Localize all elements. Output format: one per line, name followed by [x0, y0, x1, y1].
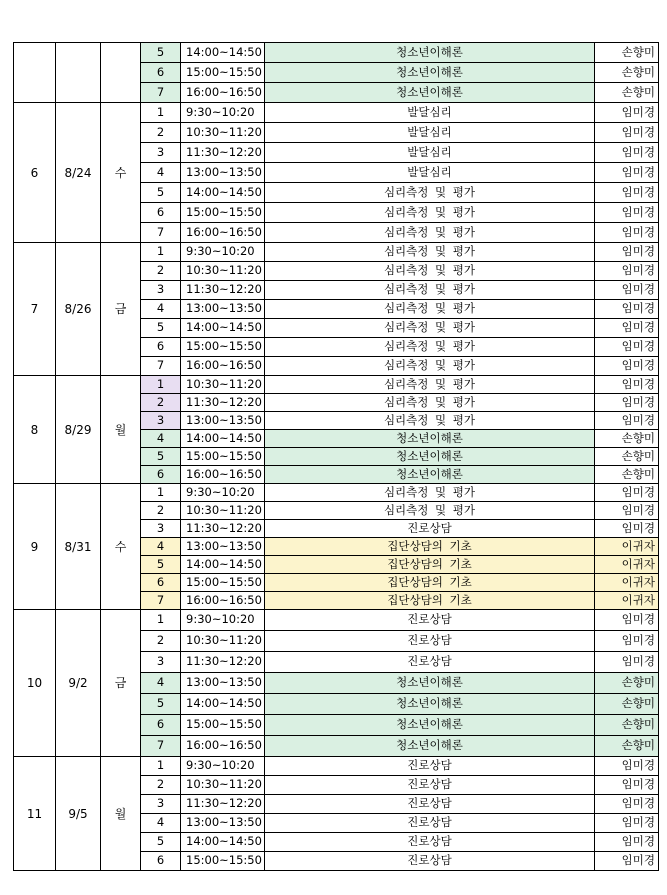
session-subject: 심리측정 및 평가: [265, 357, 595, 376]
session-time: 14:00~14:50: [181, 694, 265, 715]
session-time: 11:30~12:20: [181, 281, 265, 300]
session-time: 13:00~13:50: [181, 673, 265, 694]
session-time: 16:00~16:50: [181, 592, 265, 610]
period-number: 6: [141, 63, 181, 83]
session-instructor: 임미경: [595, 852, 659, 871]
session-time: 9:30~10:20: [181, 243, 265, 262]
period-number: 7: [141, 223, 181, 243]
period-number: 6: [141, 574, 181, 592]
session-instructor: 임미경: [595, 281, 659, 300]
session-time: 9:30~10:20: [181, 757, 265, 776]
period-number: 3: [141, 281, 181, 300]
day-weekday: 월: [101, 757, 141, 871]
period-number: 5: [141, 694, 181, 715]
session-subject: 진로상담: [265, 520, 595, 538]
period-number: 3: [141, 143, 181, 163]
period-number: 7: [141, 357, 181, 376]
period-number: 7: [141, 592, 181, 610]
period-number: 3: [141, 520, 181, 538]
session-time: 10:30~11:20: [181, 376, 265, 394]
session-instructor: 임미경: [595, 376, 659, 394]
session-instructor: 임미경: [595, 203, 659, 223]
session-instructor: 이귀자: [595, 556, 659, 574]
session-time: 14:00~14:50: [181, 430, 265, 448]
session-instructor: 손향미: [595, 694, 659, 715]
period-number: 5: [141, 448, 181, 466]
day-date: 8/29: [56, 376, 101, 484]
session-time: 15:00~15:50: [181, 448, 265, 466]
session-time: 10:30~11:20: [181, 262, 265, 281]
session-instructor: 임미경: [595, 814, 659, 833]
period-number: 6: [141, 203, 181, 223]
session-instructor: 임미경: [595, 123, 659, 143]
session-subject: 진로상담: [265, 795, 595, 814]
session-time: 16:00~16:50: [181, 736, 265, 757]
session-subject: 심리측정 및 평가: [265, 319, 595, 338]
session-instructor: 임미경: [595, 776, 659, 795]
session-time: 16:00~16:50: [181, 466, 265, 484]
session-subject: 심리측정 및 평가: [265, 203, 595, 223]
period-number: 5: [141, 43, 181, 63]
day-number: 9: [14, 484, 56, 610]
session-instructor: 이귀자: [595, 538, 659, 556]
session-subject: 진로상담: [265, 776, 595, 795]
period-number: 1: [141, 103, 181, 123]
session-time: 13:00~13:50: [181, 814, 265, 833]
session-subject: 심리측정 및 평가: [265, 300, 595, 319]
session-instructor: 임미경: [595, 103, 659, 123]
period-number: 4: [141, 814, 181, 833]
session-subject: 집단상담의 기초: [265, 556, 595, 574]
period-number: 2: [141, 776, 181, 795]
session-instructor: 임미경: [595, 795, 659, 814]
session-subject: 진로상담: [265, 833, 595, 852]
session-time: 15:00~15:50: [181, 715, 265, 736]
period-number: 6: [141, 715, 181, 736]
period-number: 7: [141, 736, 181, 757]
schedule-table: [13, 42, 659, 871]
period-number: 4: [141, 430, 181, 448]
session-subject: 청소년이해론: [265, 715, 595, 736]
session-instructor: 임미경: [595, 502, 659, 520]
session-row: [14, 103, 659, 123]
session-time: 9:30~10:20: [181, 103, 265, 123]
session-instructor: 임미경: [595, 143, 659, 163]
session-instructor: 임미경: [595, 394, 659, 412]
day-date: 9/5: [56, 757, 101, 871]
session-subject: 청소년이해론: [265, 430, 595, 448]
session-time: 14:00~14:50: [181, 183, 265, 203]
day-number: 10: [14, 610, 56, 757]
session-subject: 심리측정 및 평가: [265, 412, 595, 430]
session-instructor: 임미경: [595, 610, 659, 631]
session-instructor: 손향미: [595, 715, 659, 736]
session-subject: 진로상담: [265, 852, 595, 871]
period-number: 5: [141, 319, 181, 338]
day-number: 11: [14, 757, 56, 871]
session-row: [14, 43, 659, 63]
session-time: 14:00~14:50: [181, 833, 265, 852]
session-subject: 발달심리: [265, 123, 595, 143]
session-subject: 심리측정 및 평가: [265, 338, 595, 357]
session-time: 9:30~10:20: [181, 484, 265, 502]
day-number: [14, 43, 56, 103]
day-number: 6: [14, 103, 56, 243]
session-row: [14, 484, 659, 502]
day-weekday: 월: [101, 376, 141, 484]
period-number: 4: [141, 538, 181, 556]
period-number: 1: [141, 484, 181, 502]
session-instructor: 손향미: [595, 43, 659, 63]
day-weekday: 금: [101, 610, 141, 757]
session-instructor: 임미경: [595, 357, 659, 376]
session-time: 13:00~13:50: [181, 300, 265, 319]
day-date: 9/2: [56, 610, 101, 757]
period-number: 2: [141, 123, 181, 143]
session-subject: 심리측정 및 평가: [265, 502, 595, 520]
session-subject: 진로상담: [265, 814, 595, 833]
day-date: 8/26: [56, 243, 101, 376]
session-subject: 진로상담: [265, 652, 595, 673]
period-number: 1: [141, 610, 181, 631]
day-date: [56, 43, 101, 103]
session-instructor: 임미경: [595, 319, 659, 338]
period-number: 6: [141, 852, 181, 871]
session-time: 16:00~16:50: [181, 83, 265, 103]
day-weekday: 금: [101, 243, 141, 376]
session-instructor: 임미경: [595, 163, 659, 183]
session-time: 15:00~15:50: [181, 574, 265, 592]
session-instructor: 임미경: [595, 412, 659, 430]
session-subject: 집단상담의 기초: [265, 538, 595, 556]
period-number: 1: [141, 376, 181, 394]
period-number: 1: [141, 757, 181, 776]
day-weekday: 수: [101, 484, 141, 610]
session-subject: 청소년이해론: [265, 63, 595, 83]
session-time: 15:00~15:50: [181, 338, 265, 357]
day-number: 8: [14, 376, 56, 484]
session-time: 10:30~11:20: [181, 502, 265, 520]
session-instructor: 임미경: [595, 338, 659, 357]
period-number: 5: [141, 183, 181, 203]
session-time: 15:00~15:50: [181, 63, 265, 83]
period-number: 2: [141, 631, 181, 652]
session-subject: 청소년이해론: [265, 43, 595, 63]
session-instructor: 임미경: [595, 631, 659, 652]
session-subject: 청소년이해론: [265, 448, 595, 466]
period-number: 3: [141, 652, 181, 673]
session-subject: 심리측정 및 평가: [265, 376, 595, 394]
session-subject: 심리측정 및 평가: [265, 394, 595, 412]
session-subject: 집단상담의 기초: [265, 574, 595, 592]
session-subject: 청소년이해론: [265, 466, 595, 484]
session-instructor: 임미경: [595, 223, 659, 243]
period-number: 7: [141, 83, 181, 103]
day-date: 8/24: [56, 103, 101, 243]
session-time: 10:30~11:20: [181, 776, 265, 795]
session-instructor: 손향미: [595, 63, 659, 83]
period-number: 6: [141, 466, 181, 484]
session-time: 9:30~10:20: [181, 610, 265, 631]
session-subject: 청소년이해론: [265, 694, 595, 715]
period-number: 2: [141, 502, 181, 520]
session-subject: 심리측정 및 평가: [265, 484, 595, 502]
session-instructor: 이귀자: [595, 592, 659, 610]
session-subject: 심리측정 및 평가: [265, 223, 595, 243]
session-instructor: 임미경: [595, 243, 659, 262]
session-time: 14:00~14:50: [181, 556, 265, 574]
session-instructor: 손향미: [595, 466, 659, 484]
session-instructor: 손향미: [595, 430, 659, 448]
session-time: 10:30~11:20: [181, 123, 265, 143]
period-number: 4: [141, 163, 181, 183]
session-subject: 심리측정 및 평가: [265, 281, 595, 300]
period-number: 4: [141, 673, 181, 694]
session-subject: 진로상담: [265, 631, 595, 652]
session-instructor: 임미경: [595, 520, 659, 538]
session-instructor: 임미경: [595, 833, 659, 852]
session-instructor: 임미경: [595, 300, 659, 319]
session-instructor: 임미경: [595, 757, 659, 776]
day-number: 7: [14, 243, 56, 376]
period-number: 5: [141, 833, 181, 852]
session-instructor: 이귀자: [595, 574, 659, 592]
day-date: 8/31: [56, 484, 101, 610]
day-weekday: 수: [101, 103, 141, 243]
session-subject: 심리측정 및 평가: [265, 262, 595, 281]
session-time: 13:00~13:50: [181, 538, 265, 556]
session-subject: 청소년이해론: [265, 83, 595, 103]
session-subject: 발달심리: [265, 103, 595, 123]
session-time: 11:30~12:20: [181, 143, 265, 163]
session-instructor: 손향미: [595, 736, 659, 757]
session-subject: 심리측정 및 평가: [265, 243, 595, 262]
session-time: 11:30~12:20: [181, 795, 265, 814]
period-number: 6: [141, 338, 181, 357]
session-time: 11:30~12:20: [181, 394, 265, 412]
session-time: 15:00~15:50: [181, 203, 265, 223]
session-time: 14:00~14:50: [181, 319, 265, 338]
session-time: 13:00~13:50: [181, 163, 265, 183]
session-subject: 발달심리: [265, 163, 595, 183]
period-number: 2: [141, 394, 181, 412]
session-subject: 심리측정 및 평가: [265, 183, 595, 203]
session-instructor: 임미경: [595, 652, 659, 673]
session-instructor: 손향미: [595, 448, 659, 466]
period-number: 5: [141, 556, 181, 574]
session-time: 16:00~16:50: [181, 223, 265, 243]
session-row: [14, 610, 659, 631]
session-row: [14, 243, 659, 262]
period-number: 2: [141, 262, 181, 281]
session-subject: 청소년이해론: [265, 673, 595, 694]
period-number: 1: [141, 243, 181, 262]
session-time: 10:30~11:20: [181, 631, 265, 652]
session-time: 16:00~16:50: [181, 357, 265, 376]
session-subject: 집단상담의 기초: [265, 592, 595, 610]
schedule-body: [14, 43, 659, 871]
session-row: [14, 376, 659, 394]
session-time: 11:30~12:20: [181, 520, 265, 538]
session-time: 15:00~15:50: [181, 852, 265, 871]
session-instructor: 손향미: [595, 83, 659, 103]
period-number: 4: [141, 300, 181, 319]
session-instructor: 손향미: [595, 673, 659, 694]
session-subject: 발달심리: [265, 143, 595, 163]
session-subject: 진로상담: [265, 757, 595, 776]
period-number: 3: [141, 795, 181, 814]
session-subject: 청소년이해론: [265, 736, 595, 757]
day-weekday: [101, 43, 141, 103]
session-instructor: 임미경: [595, 484, 659, 502]
session-time: 13:00~13:50: [181, 412, 265, 430]
session-instructor: 임미경: [595, 262, 659, 281]
session-time: 14:00~14:50: [181, 43, 265, 63]
session-row: [14, 757, 659, 776]
session-time: 11:30~12:20: [181, 652, 265, 673]
period-number: 3: [141, 412, 181, 430]
session-subject: 진로상담: [265, 610, 595, 631]
session-instructor: 임미경: [595, 183, 659, 203]
